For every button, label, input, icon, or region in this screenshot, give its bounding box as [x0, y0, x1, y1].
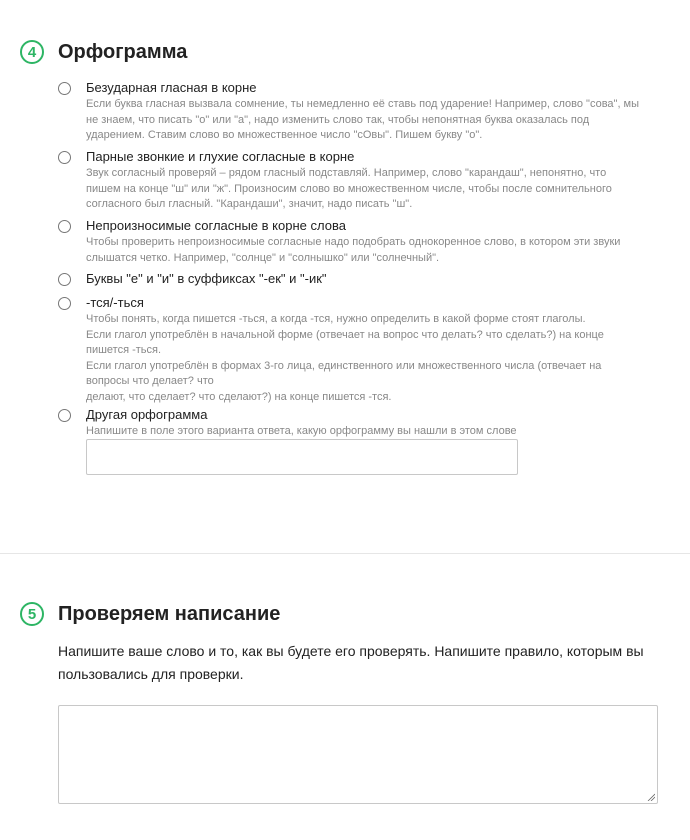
- description-line: Звук согласный проверяй – рядом гласный подставляй. Например, слово "карандаш", непонятно, что: [86, 167, 607, 179]
- description-line: пишем на конце "ш" или "ж". Произносим слово во множественном числе, чтобы после сомнительного: [86, 182, 612, 195]
- section-title: Проверяем написание: [58, 602, 281, 625]
- description-line: слышатся четко. Например, "солнце" и "солнышко" или "солнечный".: [86, 251, 440, 264]
- option-description: [86, 424, 646, 440]
- description-line: Напишите ваше слово и то, как вы будете его проверять. Напишите правило, которым вы: [58, 643, 644, 659]
- radio-button[interactable]: [58, 220, 71, 233]
- section-header-check: [20, 602, 280, 626]
- description-line: пользовались для проверки.: [58, 666, 244, 682]
- radio-button[interactable]: [58, 151, 71, 164]
- option-label: Непроизносимые согласные в корне слова: [86, 218, 346, 233]
- answer-textarea[interactable]: [58, 705, 658, 804]
- option-label: Буквы "е" и "и" в суффиксах "-ек" и "-ик": [86, 271, 327, 286]
- option-description: [86, 235, 646, 266]
- description-line: Напишите в поле этого варианта ответа, какую орфограмму вы нашли в этом слове: [86, 425, 517, 437]
- option-label: Парные звонкие и глухие согласные в корне: [86, 149, 355, 164]
- description-line: Если буква гласная вызвала сомнение, ты немедленно её ставь под ударение! Например, слово "сова", мы: [86, 98, 640, 110]
- radio-button[interactable]: [58, 273, 71, 286]
- option-label: Безударная гласная в корне: [86, 80, 257, 95]
- description-line: Если глагол употреблён в начальной форме (отвечает на вопрос что делать? что сделать?) на конце: [86, 328, 604, 341]
- option-description: [86, 312, 646, 405]
- description-line: Чтобы проверить непроизносимые согласные надо подобрать однокоренное слово, в котором эти звуки: [86, 236, 621, 248]
- radio-button[interactable]: [58, 409, 71, 422]
- radio-button[interactable]: [58, 82, 71, 95]
- resize-handle-icon[interactable]: [647, 793, 655, 801]
- description-line: не знаем, что писать "о" или "а", надо изменить слово так, чтобы непонятная буква оказалась под: [86, 113, 590, 126]
- section-description: [58, 640, 668, 686]
- description-line: согласного был гласный. "Карандаши", значит, надо писать "ш".: [86, 198, 413, 210]
- description-line: Если глагол употреблён в формах 3-го лица, единственного или множественного числа (отвечает на: [86, 359, 602, 372]
- section-header: [20, 40, 187, 64]
- step-number-badge: 4: [20, 40, 44, 64]
- description-line: вопросы что делает? что: [86, 375, 214, 387]
- option-label: -тся/-ться: [86, 295, 144, 310]
- other-orthogram-input[interactable]: [86, 439, 518, 475]
- step-number-badge: 5: [20, 602, 44, 626]
- option-description: [86, 97, 646, 144]
- description-line: делают, что сделает? что сделают?) на конце пишется -тся.: [86, 390, 392, 403]
- section-divider: [0, 553, 690, 554]
- description-line: Чтобы понять, когда пишется -ться, а когда -тся, нужно определить в какой форме стоят глаголы.: [86, 313, 586, 325]
- option-description: [86, 166, 646, 213]
- description-line: пишется -ться.: [86, 344, 162, 356]
- description-line: ударением. Ставим слово во множественное число "сОвы". Пишем букву "о".: [86, 129, 483, 141]
- section-title: Орфограмма: [58, 40, 188, 63]
- option-label: Другая орфограмма: [86, 407, 208, 422]
- radio-button[interactable]: [58, 297, 71, 310]
